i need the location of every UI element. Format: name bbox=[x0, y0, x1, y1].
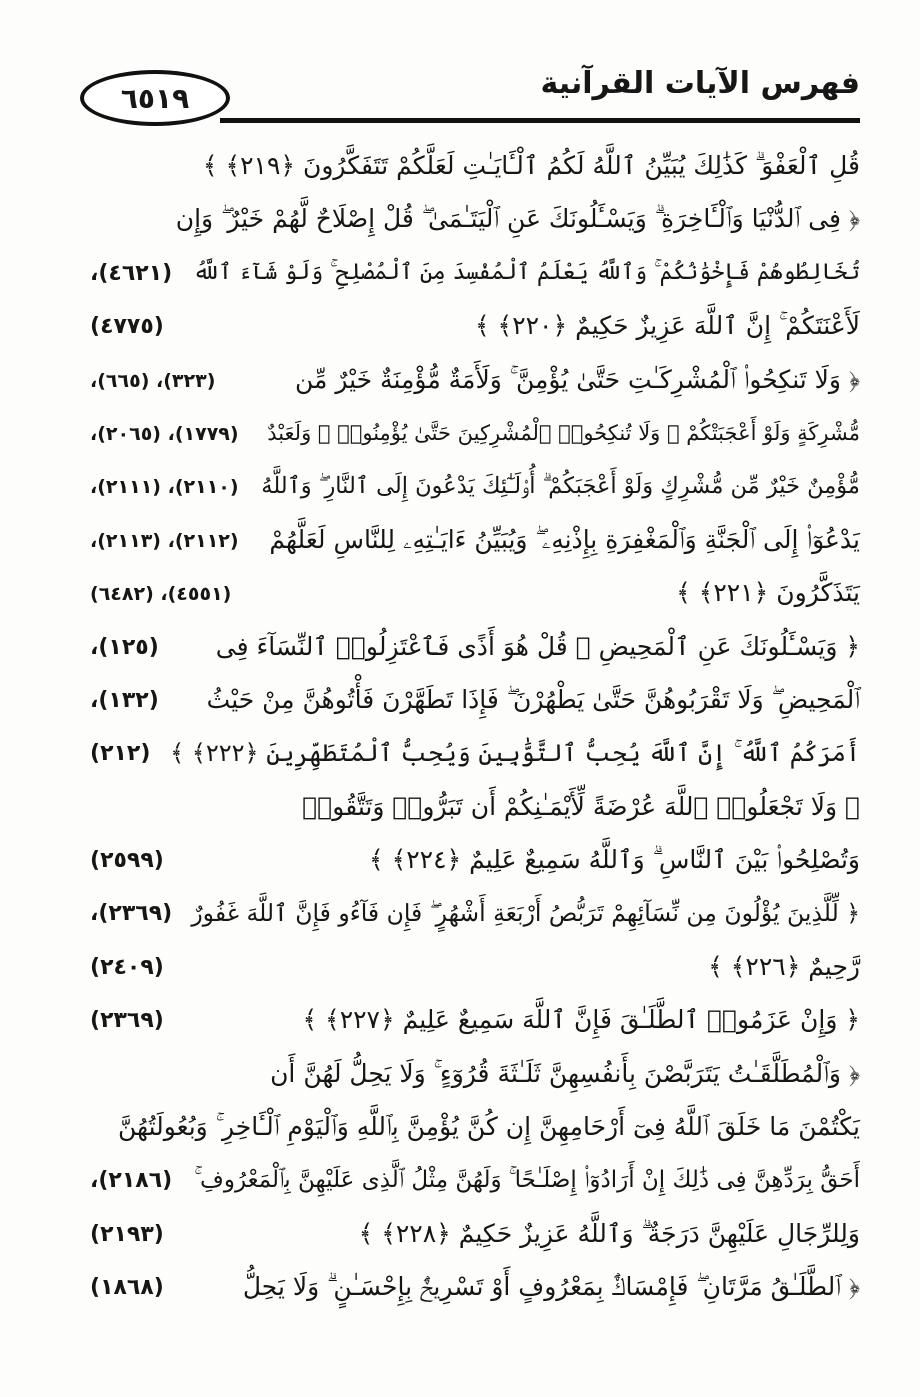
index-line bbox=[90, 1048, 860, 1101]
index-line bbox=[90, 941, 860, 994]
verse-text: قُلِ ٱلْعَفْوَ ۗ كَذَٰلِكَ يُبَيِّنُ ٱللَّهُ لَكُمُ ٱلْـَٔايَـٰتِ لَعَلَّكُمْ تَتَفَكَّرُونَ ﴿٢١٩﴾ ﴾ bbox=[202, 151, 860, 180]
hadith-reference: (٢١١٠)، (٢١١١)، bbox=[90, 476, 239, 499]
index-line bbox=[90, 994, 860, 1047]
index-line bbox=[90, 193, 860, 246]
verse-text: مُّشْرِكَةٍ وَلَوْ أَعْجَبَتْكُمْ ۗ وَلَا تُنكِحُوا۟ ٱلْمُشْرِكِينَ حَتَّىٰ يُؤْمِنُوا۟ ۚ وَلَعَبْدٌ bbox=[267, 420, 860, 445]
hadith-reference: (٢١٨٦)، bbox=[90, 1168, 173, 1194]
verse-text: ﴿ وَلَا تَجْعَلُوا۟ ٱللَّهَ عُرْضَةً لِّأَيْمَـٰنِكُمْ أَن تَبَرُّوا۟ وَتَتَّقُوا۟ bbox=[302, 791, 860, 821]
hadith-reference: (٤٦٢١)، bbox=[90, 260, 173, 286]
index-line bbox=[90, 247, 860, 300]
index-line bbox=[90, 1101, 860, 1154]
verse-text: ﴿ ٱلطَّلَـٰقُ مَرَّتَانِ ۖ فَإِمْسَاكٌۢ بِمَعْرُوفٍ أَوْ تَسْرِيحٌۢ بِإِحْسَـٰنٍ ۗ وَلَا يَحِلُّ bbox=[242, 1272, 860, 1302]
verse-text: ﴿ وَإِنْ عَزَمُوا۟ ٱلطَّلَـٰقَ فَإِنَّ ٱللَّهَ سَمِيعٌ عَلِيمٌ ﴿٢٢٧﴾ ﴾ bbox=[302, 1005, 860, 1035]
verse-text: يَكْتُمْنَ مَا خَلَقَ ٱللَّهُ فِىٓ أَرْحَامِهِنَّ إِن كُنَّ يُؤْمِنَّ بِٱللَّهِ وَٱلْيَوْمِ ٱلْـَٔاخِرِ ۚ وَبُعُولَتُهُنَّ bbox=[118, 1112, 860, 1142]
index-line bbox=[90, 887, 860, 940]
hadith-reference: (١٨٦٨) bbox=[90, 1275, 164, 1301]
verse-text: ﴿ وَلَا تَنكِحُوا۟ ٱلْمُشْرِكَـٰتِ حَتَّىٰ يُؤْمِنَّ ۚ وَلَأَمَةٌ مُّؤْمِنَةٌ خَيْرٌ مِّن bbox=[294, 364, 860, 394]
verse-text: وَتُصْلِحُوا۟ بَيْنَ ٱلنَّاسِ ۗ وَٱللَّهُ سَمِيعٌ عَلِيمٌ ﴿٢٢٤﴾ ﴾ bbox=[368, 845, 860, 875]
index-line bbox=[90, 460, 860, 513]
index-line bbox=[90, 140, 860, 193]
verse-text: ﴿ فِى ٱلدُّنْيَا وَٱلْـَٔاخِرَةِ ۗ وَيَسْـَٔلُونَكَ عَنِ ٱلْيَتَـٰمَىٰ ۖ قُلْ إِصْلَاحٌ لَّهُمْ خَيْرٌ ۖ وَإِن bbox=[175, 204, 860, 234]
index-line bbox=[90, 1154, 860, 1207]
hadith-reference: (٢٥٩٩) bbox=[90, 848, 164, 874]
page-number: ٦٥١٩ bbox=[80, 70, 230, 126]
hadith-reference: (٢٣٦٩)، bbox=[90, 901, 173, 927]
index-line bbox=[90, 514, 860, 567]
verse-text: ﴿ لِّلَّذِينَ يُؤْلُونَ مِن نِّسَآئِهِمْ تَرَبُّصُ أَرْبَعَةِ أَشْهُرٍ ۖ فَإِن فَآءُو فَإِنَّ ٱللَّهَ غَفُورٌ bbox=[191, 899, 860, 928]
page-header bbox=[70, 62, 860, 128]
verse-text: ﴿ وَيَسْـَٔلُونَكَ عَنِ ٱلْمَحِيضِ ۖ قُلْ هُوَ أَذًى فَٱعْتَزِلُوا۟ ٱلنِّسَآءَ فِى bbox=[215, 631, 860, 661]
index-line bbox=[90, 1208, 860, 1261]
verse-text: رَّحِيمٌ ﴿٢٢٦﴾ ﴾ bbox=[708, 951, 860, 981]
verse-text: ٱلْمَحِيضِ ۖ وَلَا تَقْرَبُوهُنَّ حَتَّىٰ يَطْهُرْنَ ۖ فَإِذَا تَطَهَّرْنَ فَأْتُوهُنَّ مِنْ حَيْثُ bbox=[206, 684, 860, 714]
hadith-reference: (٤٧٧٥) bbox=[90, 314, 164, 340]
verse-text: يَدْعُوٓا۟ إِلَى ٱلْجَنَّةِ وَٱلْمَغْفِرَةِ بِإِذْنِهِۦ ۖ وَيُبَيِّنُ ءَايَـٰتِهِۦ لِلنَّاسِ لَعَلَّهُمْ bbox=[269, 524, 860, 554]
index-line bbox=[90, 621, 860, 674]
verse-text: لَأَعْنَتَكُمْ ۚ إِنَّ ٱللَّهَ عَزِيزٌ حَكِيمٌ ﴿٢٢٠﴾ ﴾ bbox=[474, 311, 860, 341]
hadith-reference: (٣٢٣)، (٦٦٥)، bbox=[90, 369, 216, 392]
verse-text: أَمَرَكُمُ ٱللَّهُ ۚ إِنَّ ٱللَّهَ يُحِبُّ ٱلتَّوَّٰبِينَ وَيُحِبُّ ٱلْمُتَطَهِّرِينَ ﴿٢٢٢﴾ ﴾ bbox=[170, 739, 860, 768]
index-line bbox=[90, 567, 860, 620]
verse-text: أَحَقُّ بِرَدِّهِنَّ فِى ذَٰلِكَ إِنْ أَرَادُوٓا۟ إِصْلَـٰحًا ۚ وَلَهُنَّ مِثْلُ ٱلَّذِى عَلَيْهِنَّ بِٱلْمَعْرُوفِ ۚ bbox=[194, 1167, 860, 1194]
index-line bbox=[90, 354, 860, 407]
hadith-reference: (١٢٥)، bbox=[90, 634, 159, 660]
index-line bbox=[90, 300, 860, 353]
index-line bbox=[90, 781, 860, 834]
header-rule bbox=[220, 118, 860, 123]
verse-text: مُّؤْمِنٌ خَيْرٌ مِّن مُّشْرِكٍ وَلَوْ أَعْجَبَكُمْ ۗ أُو۟لَـٰٓئِكَ يَدْعُونَ إِلَى ٱلنَّارِ ۖ وَٱللَّهُ bbox=[261, 473, 860, 500]
hadith-reference: (١٧٧٩)، (٢٠٦٥)، bbox=[90, 422, 239, 445]
verse-index bbox=[90, 140, 860, 1315]
hadith-reference: (٢٤٠٩) bbox=[90, 954, 164, 980]
index-line bbox=[90, 834, 860, 887]
page-title: فهرس الآيات القرآنية bbox=[540, 66, 860, 101]
hadith-reference: (٢١١٢)، (٢١١٣)، bbox=[90, 529, 239, 552]
verse-text: تُخَالِطُوهُمْ فَإِخْوَٰنُكُمْ ۚ وَٱللَّهُ يَعْلَمُ ٱلْمُفْسِدَ مِنَ ٱلْمُصْلِحِ ۚ وَلَوْ شَآءَ ٱللَّهُ bbox=[193, 259, 860, 285]
hadith-reference: (٢٣٦٩) bbox=[90, 1008, 164, 1034]
index-line bbox=[90, 407, 860, 460]
index-line bbox=[90, 727, 860, 780]
index-line bbox=[90, 1261, 860, 1314]
hadith-reference: (٤٥٥١)، (٦٤٨٢) bbox=[90, 583, 232, 606]
index-line bbox=[90, 674, 860, 727]
hadith-reference: (٢١٢) bbox=[90, 741, 151, 767]
verse-text: ﴿ وَٱلْمُطَلَّقَـٰتُ يَتَرَبَّصْنَ بِأَنفُسِهِنَّ ثَلَـٰثَةَ قُرُوٓءٍ ۚ وَلَا يَحِلُّ لَهُنَّ أَن bbox=[270, 1058, 860, 1088]
verse-text: يَتَذَكَّرُونَ ﴿٢٢١﴾ ﴾ bbox=[676, 578, 860, 608]
verse-text: وَلِلرِّجَالِ عَلَيْهِنَّ دَرَجَةٌ ۗ وَٱللَّهُ عَزِيزٌ حَكِيمٌ ﴿٢٢٨﴾ ﴾ bbox=[358, 1218, 860, 1248]
hadith-reference: (٢١٩٣) bbox=[90, 1221, 164, 1247]
hadith-reference: (١٣٢)، bbox=[90, 687, 159, 713]
